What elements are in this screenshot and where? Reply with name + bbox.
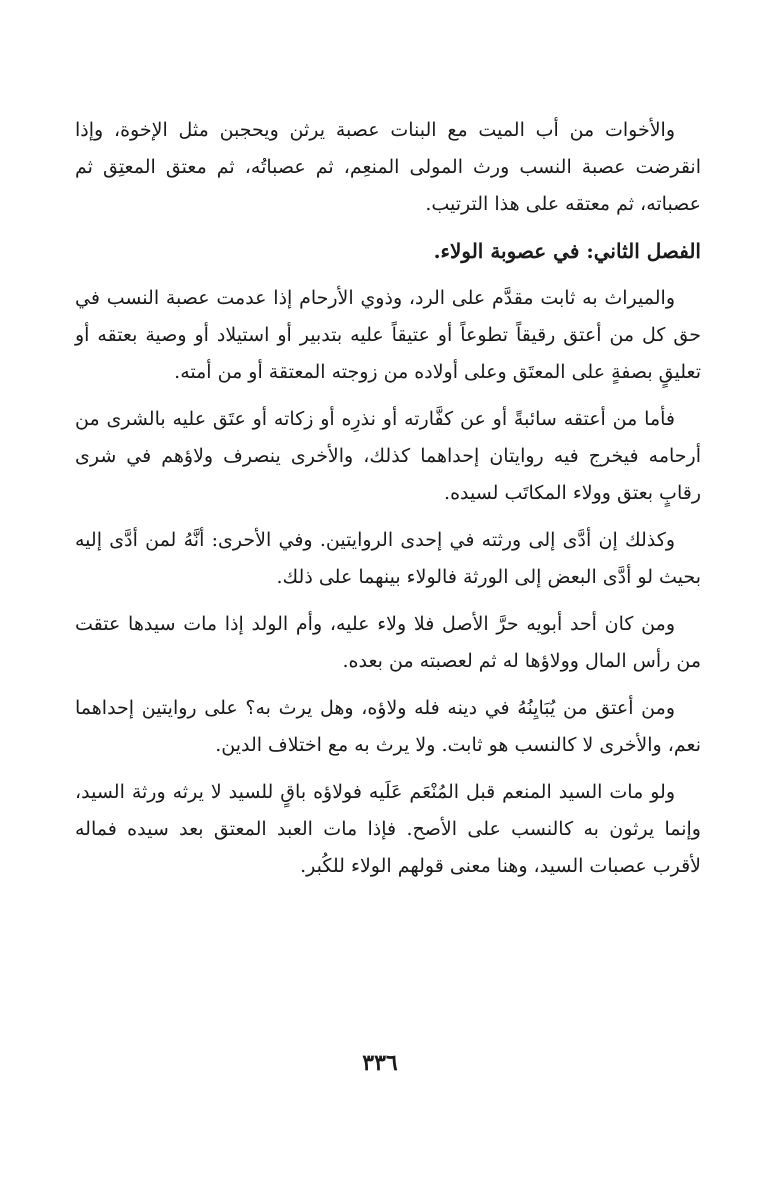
paragraph-4: وكذلك إن أدَّى إلى ورثته في إحدى الروايتين. وفي الأحرى: أنَّهُ لمن أدَّى إليه بحيث لو أدَّى البعض إلى الورثة فالولاء بينهما على ذلك. <box>75 529 701 588</box>
page-body <box>75 112 701 895</box>
paragraph-6: ومن أعتق من يُبَايِنُهُ في دينه فله ولاؤه، وهل يرث به؟ على روايتين إحداهما نعم، والأخرى لا كالنسب هو ثابت. ولا يرث به مع اختلاف الدين. <box>75 697 701 756</box>
paragraph-5: ومن كان أحد أبويه حرَّ الأصل فلا ولاء عليه، وأم الولد إذا مات سيدها عتقت من رأس المال وولاؤها له ثم لعصبته من بعده. <box>75 613 701 672</box>
paragraph-3: فأما من أعتقه سائبةً أو عن كفَّارته أو نذرِه أو زكاته أو عتَق عليه بالشرى من أرحامه فيخرج فيه روايتان إحداهما كذلك، والأخرى ينصرف ولاؤهم في شرى رقابٍ بعتق وولاء المكاتَب لسيده. <box>75 408 701 504</box>
paragraph-1: والأخوات من أب الميت مع البنات عصبة يرثن ويحجبن مثل الإخوة، وإذا انقرضت عصبة النسب ورث المولى المنعِم، ثم عصباتُه، ثم معتق المعتِق ثم عصباته، ثم معتقه على هذا الترتيب. <box>75 119 701 215</box>
paragraph-2: والميراث به ثابت مقدَّم على الرد، وذوي الأرحام إذا عدمت عصبة النسب في حق كل من أعتق رقيقاً تطوعاً أو عتيقاً عليه بتدبير أو استيلاد أو وصية بعتقه أو تعليقٍ بصفةٍ على المعتَق وعلى أولاده من زوجته المعتقة أو من أمته. <box>75 287 701 383</box>
page-number: ٣٣٦ <box>362 1050 398 1076</box>
section-heading: الفصل الثاني: في عصوبة الولاء. <box>433 239 701 263</box>
paragraph-7: ولو مات السيد المنعم قبل المُنْعَم عَلَيه فولاؤه باقٍ للسيد لا يرثه ورثة السيد، وإنما يرثون به كالنسب على الأصح. فإذا مات العبد المعتق بعد سيده فماله لأقرب عصبات السيد، وهنا معنى قولهم الولاء للكُبر. <box>75 781 701 877</box>
